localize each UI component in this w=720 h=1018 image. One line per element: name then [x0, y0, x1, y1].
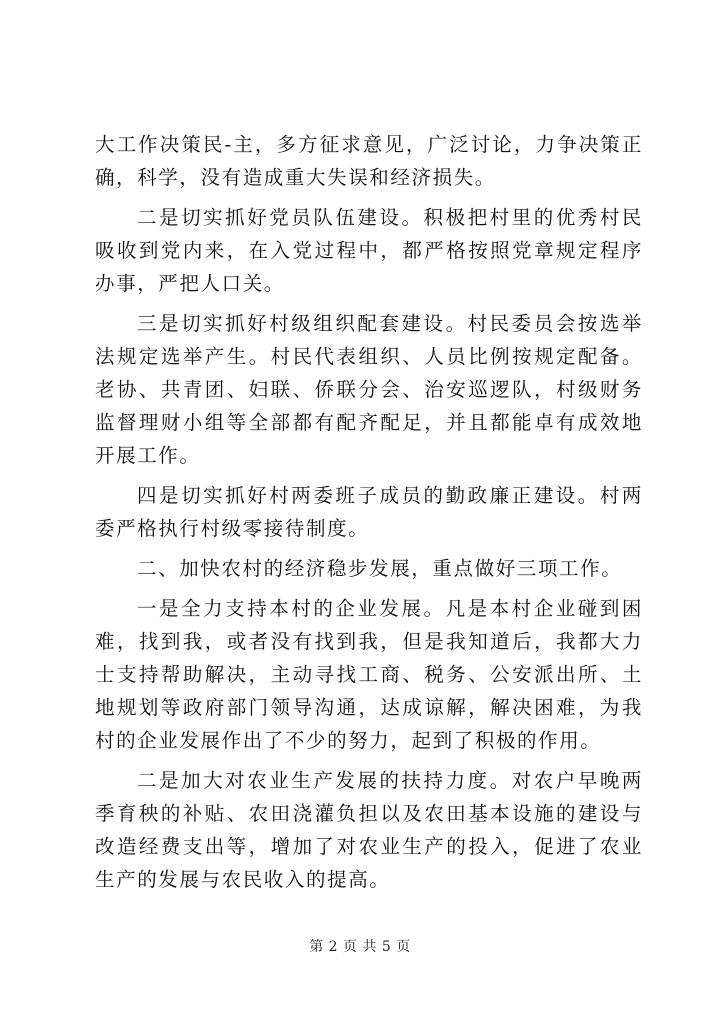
paragraph-3: 三是切实抓好村级组织配套建设。村民委员会按选举法规定选举产生。村民代表组织、人员比例按规定配备。老协、共青团、妇联、侨联分会、治安巡逻队，村级财务监督理财小组等全部都有配齐配足，并且都能卓有成效地开展工作。 [95, 312, 643, 467]
document-body [95, 128, 643, 903]
paragraph-5: 二、加快农村的经济稳步发展，重点做好三项工作。 [137, 557, 623, 580]
paragraph-1: 大工作决策民-主，多方征求意见，广泛讨论，力争决策正确，科学，没有造成重大失误和经济损失。 [95, 133, 643, 189]
paragraph-4: 四是切实抓好村两委班子成员的勤政廉正建设。村两委严格执行村级零接待制度。 [95, 484, 643, 540]
paragraph-2: 二是切实抓好党员队伍建设。积极把村里的优秀村民吸收到党内来，在入党过程中，都严格按照党章规定程序办事，严把人口关。 [95, 206, 643, 295]
page-number-footer: 第 2 页 共 5 页 [309, 939, 411, 955]
paragraph-6: 一是全力支持本村的企业发展。凡是本村企业碰到困难，找到我，或者没有找到我，但是我知道后，我都大力士支持帮助解决，主动寻找工商、税务、公安派出所、土地规划等政府部门领导沟通，达成谅解，解决困难，为我村的企业发展作出了不少的努力，起到了积极的作用。 [95, 597, 643, 752]
paragraph-7: 二是加大对农业生产发展的扶持力度。对农户早晚两季育秧的补贴、农田浇灌负担以及农田基本设施的建设与改造经费支出等，增加了对农业生产的投入，促进了农业生产的发展与农民收入的提高。 [95, 769, 643, 891]
